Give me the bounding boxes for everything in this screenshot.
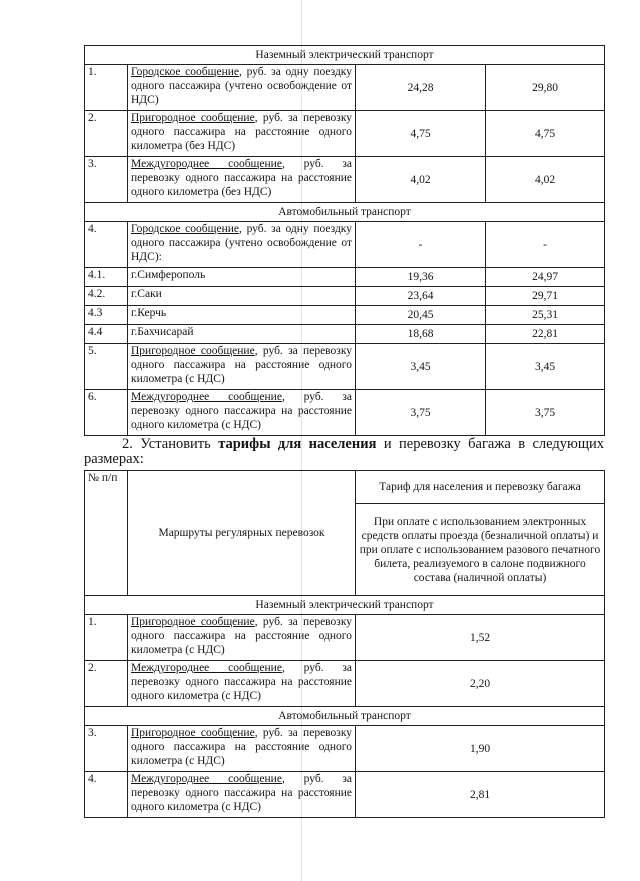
- row-description: Городское сообщение, руб. за одну поездку одного пассажира (учтено освобождение от НДС):: [128, 222, 356, 268]
- tariff-value-1: 4,75: [356, 111, 486, 157]
- tariff-value-1: 23,64: [356, 287, 486, 306]
- city-name: г.Саки: [128, 287, 356, 306]
- tariff-value-1: 3,45: [356, 344, 486, 390]
- table-row: [85, 390, 605, 436]
- tariff-value-2: 3,45: [486, 344, 605, 390]
- tariff-value-2: -: [486, 222, 605, 268]
- header-number: № п/п: [85, 471, 128, 596]
- row-description: Междугороднее сообщение, руб. за перевозку одного пассажира на расстояние одного километра (с НДС): [128, 661, 356, 707]
- paragraph-2: 2. Установить тарифы для населения и перевозку багажа в следующих размерах:: [84, 436, 605, 467]
- header-tariff: Тариф для населения и перевозку багажа: [356, 471, 605, 504]
- row-description: Междугороднее сообщение, руб. за перевозку одного пассажира на расстояние одного километра (с НДС): [128, 772, 356, 818]
- row-number: 6.: [85, 390, 128, 436]
- row-description: Городское сообщение, руб. за одну поездку одного пассажира (учтено освобождение от НДС): [128, 65, 356, 111]
- tariff-value-1: -: [356, 222, 486, 268]
- table-row: [85, 772, 605, 818]
- header-routes: Маршруты регулярных перевозок: [128, 471, 356, 596]
- row-description: Пригородное сообщение, руб. за перевозку одного пассажира на расстояние одного километра (с НДС): [128, 615, 356, 661]
- tariff-value-1: 19,36: [356, 268, 486, 287]
- tariff-table-1: [84, 45, 605, 436]
- tariff-value: 2,81: [356, 772, 605, 818]
- section-header-auto: Автомобильный транспорт: [85, 203, 605, 222]
- table-row: [85, 65, 605, 111]
- tariff-value-2: 25,31: [486, 306, 605, 325]
- row-number: 4.4: [85, 325, 128, 344]
- table-row: [85, 726, 605, 772]
- tariff-value-2: 3,75: [486, 390, 605, 436]
- tariff-value-1: 3,75: [356, 390, 486, 436]
- row-number: 4.1.: [85, 268, 128, 287]
- table-row: [85, 268, 605, 287]
- row-number: 4.: [85, 772, 128, 818]
- table-row: [85, 157, 605, 203]
- table-row: [85, 287, 605, 306]
- tariff-value-2: 29,80: [486, 65, 605, 111]
- section-header-electric: Наземный электрический транспорт: [85, 596, 605, 615]
- section-header-electric: Наземный электрический транспорт: [85, 46, 605, 65]
- header-payment: При оплате с использованием электронных средств оплаты проезда (безналичной оплаты) и при оплате с использованием разового печатного билета, реализуемого в салоне подвижного состава (наличной оплаты): [356, 504, 605, 596]
- tariff-value-1: 24,28: [356, 65, 486, 111]
- table-row: [85, 222, 605, 268]
- row-number: 4.3: [85, 306, 128, 325]
- tariff-value: 2,20: [356, 661, 605, 707]
- city-name: г.Бахчисарай: [128, 325, 356, 344]
- row-number: 5.: [85, 344, 128, 390]
- row-number: 2.: [85, 111, 128, 157]
- row-description: Междугороднее сообщение, руб. за перевозку одного пассажира на расстояние одного километра (с НДС): [128, 390, 356, 436]
- row-number: 4.: [85, 222, 128, 268]
- row-number: 4.2.: [85, 287, 128, 306]
- row-description: Пригородное сообщение, руб. за перевозку одного пассажира на расстояние одного километра (с НДС): [128, 726, 356, 772]
- tariff-value-2: 24,97: [486, 268, 605, 287]
- tariff-value-1: 20,45: [356, 306, 486, 325]
- tariff-value-2: 4,02: [486, 157, 605, 203]
- table-row: [85, 344, 605, 390]
- table-row: [85, 306, 605, 325]
- tariff-table-2: [84, 470, 605, 818]
- city-name: г.Керчь: [128, 306, 356, 325]
- row-description: Пригородное сообщение, руб. за перевозку одного пассажира на расстояние одного километра (с НДС): [128, 344, 356, 390]
- city-name: г.Симферополь: [128, 268, 356, 287]
- tariff-value-2: 29,71: [486, 287, 605, 306]
- table-row: [85, 661, 605, 707]
- table-row: [85, 325, 605, 344]
- tariff-value-2: 22,81: [486, 325, 605, 344]
- tariff-value: 1,90: [356, 726, 605, 772]
- row-number: 2.: [85, 661, 128, 707]
- bold-phrase: тарифы для населения: [218, 436, 377, 452]
- row-number: 1.: [85, 65, 128, 111]
- tariff-value: 1,52: [356, 615, 605, 661]
- row-number: 3.: [85, 726, 128, 772]
- tariff-value-1: 4,02: [356, 157, 486, 203]
- row-description: Пригородное сообщение, руб. за перевозку одного пассажира на расстояние одного километра (без НДС): [128, 111, 356, 157]
- row-number: 1.: [85, 615, 128, 661]
- section-header-auto: Автомобильный транспорт: [85, 707, 605, 726]
- tariff-value-1: 18,68: [356, 325, 486, 344]
- row-description: Междугороднее сообщение, руб. за перевозку одного пассажира на расстояние одного километра (без НДС): [128, 157, 356, 203]
- tariff-value-2: 4,75: [486, 111, 605, 157]
- table-row: [85, 111, 605, 157]
- row-number: 3.: [85, 157, 128, 203]
- table-row: [85, 615, 605, 661]
